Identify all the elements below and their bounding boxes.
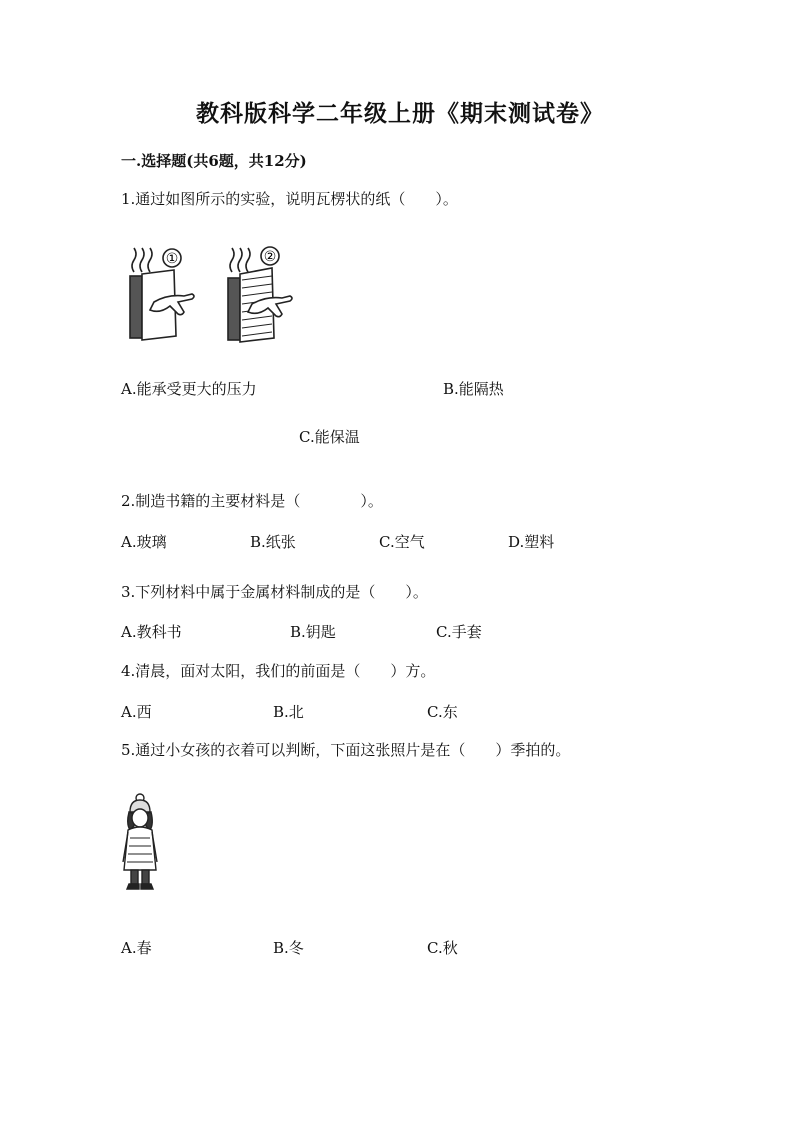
question-4-option-b[interactable]: B.北 <box>273 703 304 721</box>
winter-coat <box>124 827 156 870</box>
section-heading: 一.选择题(共6题，共12分) <box>121 152 307 170</box>
question-1-option-a[interactable]: A.能承受更大的压力 <box>121 380 257 398</box>
question-1-figure <box>124 244 304 349</box>
question-1-option-c[interactable]: C.能保温 <box>299 428 360 446</box>
question-4-option-a[interactable]: A.西 <box>121 703 152 721</box>
question-1-stem: 1.通过如图所示的实验，说明瓦楞状的纸（ ）。 <box>121 190 458 208</box>
question-3-option-a[interactable]: A.教科书 <box>121 623 182 641</box>
question-5-figure <box>118 792 162 894</box>
heat-source-block <box>130 276 142 338</box>
question-5-option-a[interactable]: A.春 <box>121 939 152 957</box>
question-3-stem: 3.下列材料中属于金属材料制成的是（ ）。 <box>121 583 428 601</box>
girl-in-winter-coat-illustration <box>118 792 162 894</box>
question-4-option-c[interactable]: C.东 <box>427 703 458 721</box>
leg-left <box>131 870 138 884</box>
figure-label-2: ② <box>263 249 277 265</box>
question-1-option-b[interactable]: B.能隔热 <box>443 380 504 398</box>
heat-wave-icon <box>132 248 136 272</box>
question-5-option-b[interactable]: B.冬 <box>273 939 304 957</box>
question-5-option-c[interactable]: C.秋 <box>427 939 458 957</box>
hand-heat-experiment-illustration <box>124 244 304 349</box>
question-2-option-a[interactable]: A.玻璃 <box>121 533 167 551</box>
page-title: 教科版科学二年级上册《期末测试卷》 <box>196 100 604 127</box>
figure-label-1: ① <box>165 251 179 267</box>
question-2-option-b[interactable]: B.纸张 <box>250 533 296 551</box>
face <box>132 809 148 827</box>
question-3-option-b[interactable]: B.钥匙 <box>290 623 336 641</box>
question-5-stem: 5.通过小女孩的衣着可以判断，下面这张照片是在（ ）季拍的。 <box>121 741 571 759</box>
question-4-stem: 4.清晨，面对太阳，我们的前面是（ ）方。 <box>121 662 436 680</box>
question-2-option-c[interactable]: C.空气 <box>379 533 425 551</box>
question-3-option-c[interactable]: C.手套 <box>436 623 482 641</box>
question-2-stem: 2.制造书籍的主要材料是（ ）。 <box>121 492 383 510</box>
boot-left <box>127 884 139 889</box>
question-2-option-d[interactable]: D.塑料 <box>508 533 555 551</box>
